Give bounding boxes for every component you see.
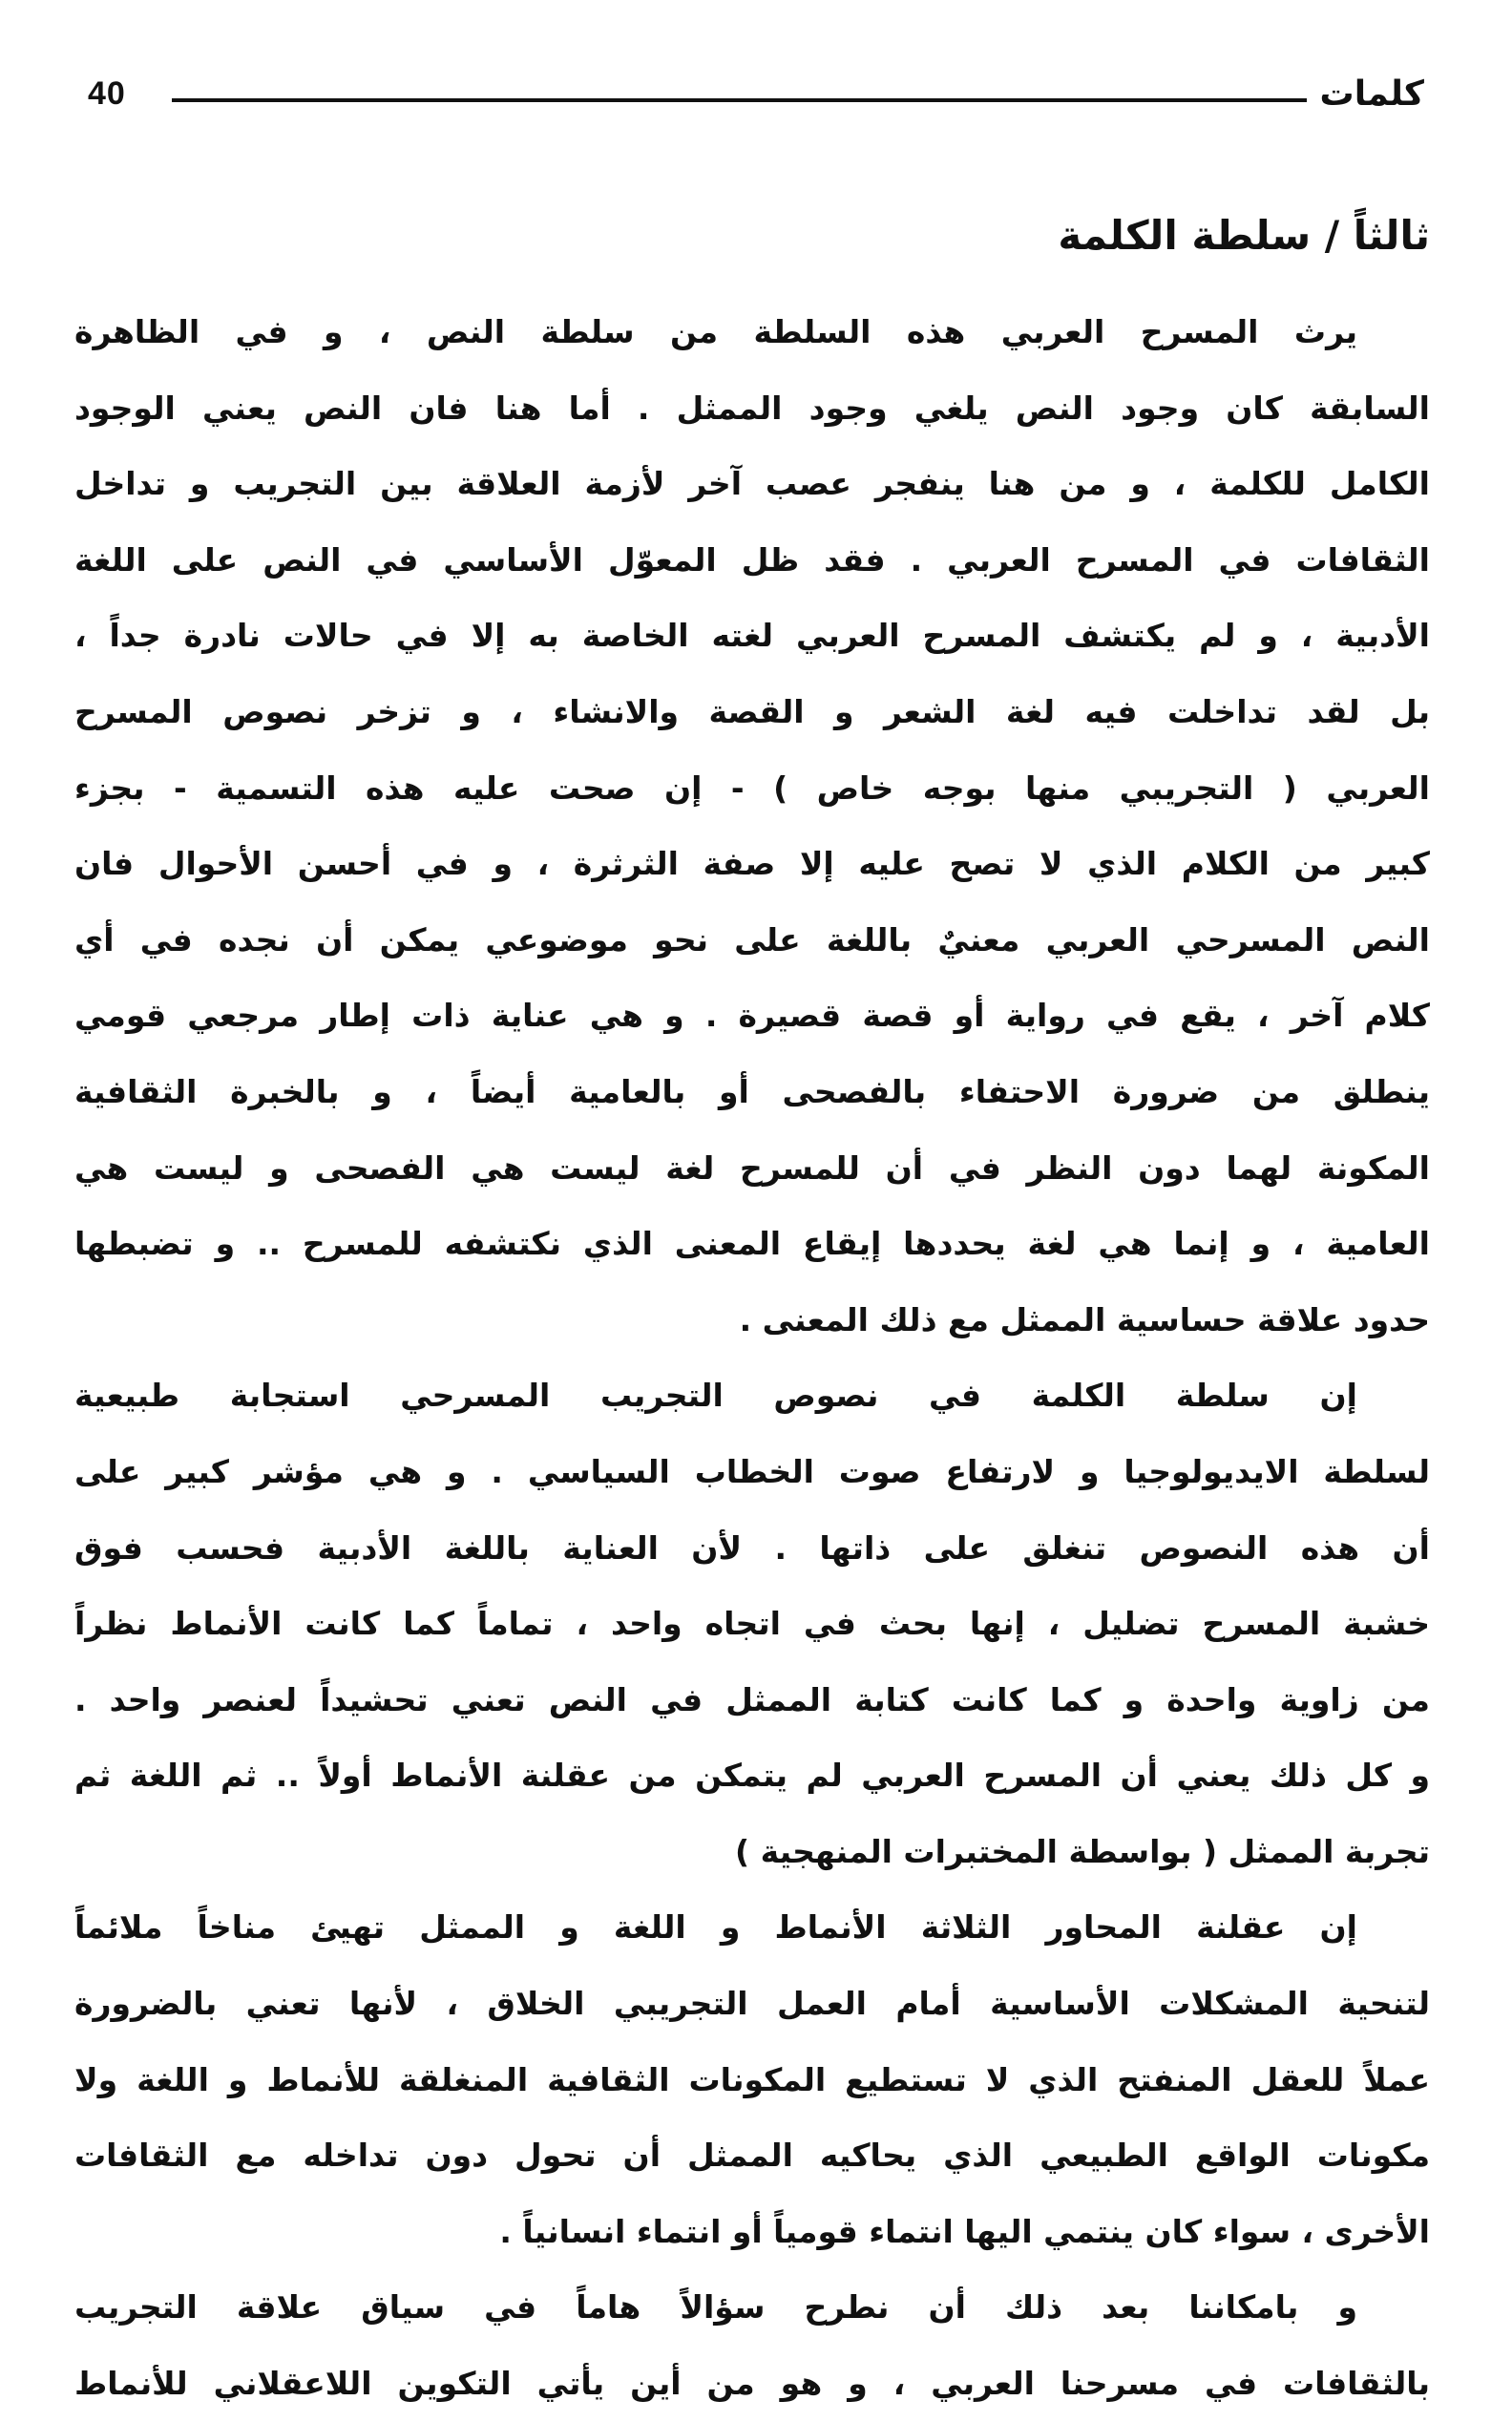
body-text: [74, 294, 1430, 2422]
running-header: [88, 65, 1424, 122]
text-line: أن هذه النصوص تنغلق على ذاتها . لأن العناية باللغة الأدبية فحسب فوق: [74, 1528, 1430, 1567]
text-line: العربي ( التجريبي منها بوجه خاص ) - إن صحت عليه هذه التسمية - بجزء: [74, 769, 1430, 807]
text-line: العامية ، و إنما هي لغة يحددها إيقاع المعنى الذي نكتشفه للمسرح .. و تضبطها: [74, 1225, 1430, 1263]
section-heading: ثالثاً / سلطة الكلمة: [1058, 212, 1430, 259]
paragraph-4: [74, 2269, 1430, 2421]
book-title: كلمات: [1319, 74, 1424, 114]
paragraph-1: [74, 294, 1430, 1358]
paragraph-3: [74, 1889, 1430, 2269]
text-line: المكونة لهما دون النظر في أن للمسرح لغة ليست هي الفصحى و ليست هي: [74, 1148, 1430, 1187]
text-line: حدود علاقة حساسية الممثل مع ذلك المعنى .: [739, 1300, 1430, 1338]
text-line: خشبة المسرح تضليل ، إنها بحث في اتجاه واحد ، تماماً كما كانت الأنماط نظراً: [74, 1605, 1430, 1643]
text-line: تجربة الممثل ( بواسطة المختبرات المنهجية ): [735, 1832, 1430, 1870]
text-line: بالثقافات في مسرحنا العربي ، و هو من أين يأتي التكوين اللاعقلاني للأنماط: [74, 2365, 1430, 2403]
page-number: 40: [88, 74, 126, 112]
text-line: يرث المسرح العربي هذه السلطة من سلطة النص ، و في الظاهرة: [74, 313, 1357, 350]
text-line: و بامكاننا بعد ذلك أن نطرح سؤالاً هاماً في سياق علاقة التجريب: [74, 2288, 1357, 2327]
text-line: ينطلق من ضرورة الاحتفاء بالفصحى أو بالعامية أيضاً ، و بالخبرة الثقافية: [74, 1072, 1430, 1110]
text-line: بل لقد تداخلت فيه لغة الشعر و القصة والانشاء ، و تزخر نصوص المسرح: [74, 692, 1430, 730]
text-line: السابقة كان وجود النص يلغي وجود الممثل . أما هنا فان النص يعني الوجود: [74, 389, 1430, 427]
text-line: لسلطة الايديولوجيا و لارتفاع صوت الخطاب السياسي . و هي مؤشر كبير على: [74, 1452, 1430, 1490]
header-rule: [172, 98, 1307, 102]
text-line: كبير من الكلام الذي لا تصح عليه إلا صفة الثرثرة ، و في أحسن الأحوال فان: [74, 845, 1430, 883]
text-line: كلام آخر ، يقع في رواية أو قصة قصيرة . و هي عناية ذات إطار مرجعي قومي: [74, 997, 1430, 1035]
text-line: الأخرى ، سواء كان ينتمي اليها انتماء قومياً أو انتماء انسانياً .: [499, 2212, 1430, 2250]
text-line: من زاوية واحدة و كما كانت كتابة الممثل في النص تعني تحشيداً لعنصر واحد .: [74, 1680, 1430, 1718]
text-line: مكونات الواقع الطبيعي الذي يحاكيه الممثل أن تحول دون تداخله مع الثقافات: [74, 2137, 1430, 2175]
text-line: إن سلطة الكلمة في نصوص التجريب المسرحي استجابة طبيعية: [74, 1377, 1357, 1415]
text-line: و كل ذلك يعني أن المسرح العربي لم يتمكن من عقلنة الأنماط أولاً .. ثم اللغة ثم: [74, 1757, 1430, 1795]
paragraph-2: [74, 1358, 1430, 1889]
text-line: النص المسرحي العربي معنيٌ باللغة على نحو موضوعي يمكن أن نجده في أي: [74, 920, 1430, 958]
text-line: لتنحية المشكلات الأساسية أمام العمل التجريبي الخلاق ، لأنها تعني بالضرورة: [74, 1985, 1430, 2023]
text-line: الثقافات في المسرح العربي . فقد ظل المعوّل الأساسي في النص على اللغة: [74, 540, 1430, 579]
text-line: إن عقلنة المحاور الثلاثة الأنماط و اللغة و الممثل تهيئ مناخاً ملائماً: [74, 1908, 1357, 1947]
text-line: الأدبية ، و لم يكتشف المسرح العربي لغته الخاصة به إلا في حالات نادرة جداً ،: [74, 617, 1430, 655]
text-line: الكامل للكلمة ، و من هنا ينفجر عصب آخر لأزمة العلاقة بين التجريب و تداخل: [74, 465, 1430, 503]
text-line: عملاً للعقل المنفتح الذي لا تستطيع المكونات الثقافية المنغلقة للأنماط و اللغة ولا: [74, 2060, 1430, 2098]
